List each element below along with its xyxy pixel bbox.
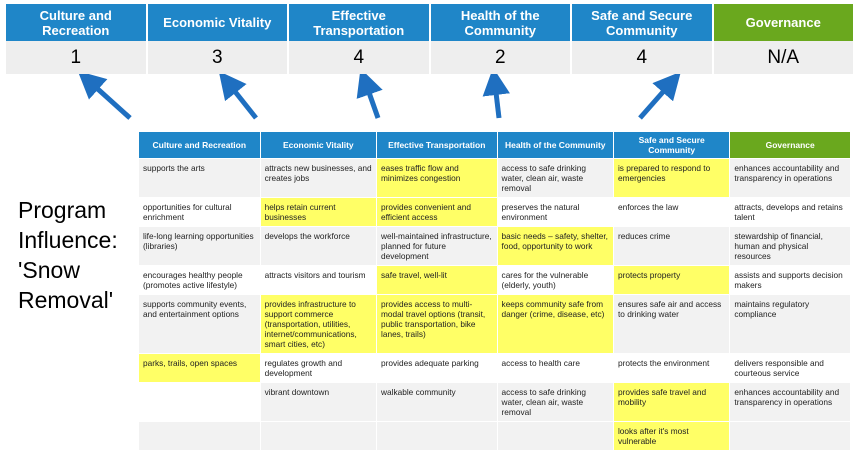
matrix-cell: walkable community [377, 383, 498, 422]
matrix-cell: protects property [613, 266, 729, 295]
matrix-cell: ensures safe air and access to drinking water [613, 295, 729, 354]
table-row [139, 422, 851, 451]
matrix-cell: enforces the law [613, 198, 729, 227]
arrow-economic-vitality-icon [229, 84, 256, 118]
matrix-cell: provides access to multi-modal travel options (transit, public transportation, bike lanes, trails) [377, 295, 498, 354]
matrix-cell: attracts, develops and retains talent [730, 198, 851, 227]
matrix-cell: life-long learning opportunities (libraries) [139, 227, 261, 266]
matrix-cell: preserves the natural environment [497, 198, 613, 227]
arrow-group [0, 74, 859, 132]
matrix-cell: provides infrastructure to support commerce (transportation, utilities, internet/communications, smart cities, etc) [260, 295, 376, 354]
program-influence-caption [18, 195, 138, 315]
matrix-cell: supports community events, and entertainment options [139, 295, 261, 354]
matrix-cell [497, 422, 613, 451]
arrow-safe-and-secure-community-icon [640, 84, 670, 118]
matrix-cell: encourages healthy people (promotes active lifestyle) [139, 266, 261, 295]
score-health-of-the-community: 2 [431, 41, 573, 74]
matrix-cell: eases traffic flow and minimizes congestion [377, 159, 498, 198]
matrix-cell: maintains regulatory compliance [730, 295, 851, 354]
scorecard-header-culture-and-recreation: Culture and Recreation [6, 4, 148, 41]
matrix-cell: well-maintained infrastructure, planned for future development [377, 227, 498, 266]
matrix-cell: vibrant downtown [260, 383, 376, 422]
matrix-header-row [139, 132, 851, 159]
matrix-header-economic-vitality: Economic Vitality [260, 132, 376, 159]
score-culture-and-recreation: 1 [6, 41, 148, 74]
score-governance: N/A [767, 46, 800, 68]
score-economic-vitality: 3 [148, 41, 290, 74]
scorecard-score-row [6, 41, 853, 74]
matrix-cell: basic needs – safety, shelter, food, opportunity to work [497, 227, 613, 266]
table-row [139, 198, 851, 227]
matrix-body [139, 159, 851, 451]
table-row [139, 227, 851, 266]
matrix-cell [377, 422, 498, 451]
caption-line-3: 'Snow [18, 257, 80, 283]
matrix-cell [139, 422, 261, 451]
matrix-header-effective-transportation: Effective Transportation [377, 132, 498, 159]
matrix-cell: enhances accountability and transparency in operations [730, 159, 851, 198]
matrix-cell: helps retain current businesses [260, 198, 376, 227]
matrix-cell: regulates growth and development [260, 354, 376, 383]
table-row [139, 295, 851, 354]
caption-line-1: Program [18, 197, 107, 223]
matrix-cell: delivers responsible and courteous service [730, 354, 851, 383]
matrix-cell: reduces crime [613, 227, 729, 266]
matrix-cell: enhances accountability and transparency in operations [730, 383, 851, 422]
matrix-cell: looks after it's most vulnerable [613, 422, 729, 451]
table-row [139, 354, 851, 383]
scorecard-header-health-of-the-community: Health of the Community [431, 4, 573, 41]
matrix-cell: cares for the vulnerable (elderly, youth) [497, 266, 613, 295]
table-row [139, 159, 851, 198]
scorecard-header-effective-transportation: Effective Transportation [289, 4, 431, 41]
matrix-cell: opportunities for cultural enrichment [139, 198, 261, 227]
scorecard-header-row [6, 4, 853, 41]
matrix-header-culture-and-recreation: Culture and Recreation [139, 132, 261, 159]
matrix-cell: provides safe travel and mobility [613, 383, 729, 422]
matrix-cell: access to safe drinking water, clean air, waste removal [497, 159, 613, 198]
scorecard-header-safe-and-secure-community: Safe and Secure Community [572, 4, 714, 41]
arrow-culture-and-recreation-icon [90, 82, 130, 118]
score-safe-and-secure-community: 4 [572, 41, 714, 74]
matrix-cell: develops the workforce [260, 227, 376, 266]
matrix-cell: parks, trails, open spaces [139, 354, 261, 383]
matrix-cell: access to safe drinking water, clean air, waste removal [497, 383, 613, 422]
table-row [139, 266, 851, 295]
scorecard-header-strip [6, 4, 853, 74]
matrix-cell: keeps community safe from danger (crime, disease, etc) [497, 295, 613, 354]
caption-line-2: Influence: [18, 227, 118, 253]
matrix-cell: attracts new businesses, and creates jobs [260, 159, 376, 198]
scorecard-header-economic-vitality: Economic Vitality [148, 4, 290, 41]
matrix-cell: protects the environment [613, 354, 729, 383]
matrix-cell: attracts visitors and tourism [260, 266, 376, 295]
caption-line-4: Removal' [18, 287, 114, 313]
arrow-effective-transportation-icon [366, 84, 378, 118]
matrix-header-health-of-the-community: Health of the Community [497, 132, 613, 159]
matrix-cell: is prepared to respond to emergencies [613, 159, 729, 198]
matrix-header-governance: Governance [730, 132, 851, 159]
matrix-cell: supports the arts [139, 159, 261, 198]
score-effective-transportation: 4 [289, 41, 431, 74]
matrix-cell: provides convenient and efficient access [377, 198, 498, 227]
scorecard-header-governance: Governance [714, 4, 854, 41]
matrix-cell: safe travel, well-lit [377, 266, 498, 295]
matrix-cell: access to health care [497, 354, 613, 383]
matrix-cell [139, 383, 261, 422]
matrix-cell [260, 422, 376, 451]
matrix-cell [730, 422, 851, 451]
matrix-cell: assists and supports decision makers [730, 266, 851, 295]
influence-matrix-table [138, 131, 851, 451]
arrow-health-of-the-community-icon [495, 84, 499, 118]
matrix-cell: provides adequate parking [377, 354, 498, 383]
matrix-header-safe-and-secure-community: Safe and Secure Community [613, 132, 729, 159]
matrix-cell: stewardship of financial, human and physical resources [730, 227, 851, 266]
table-row [139, 383, 851, 422]
